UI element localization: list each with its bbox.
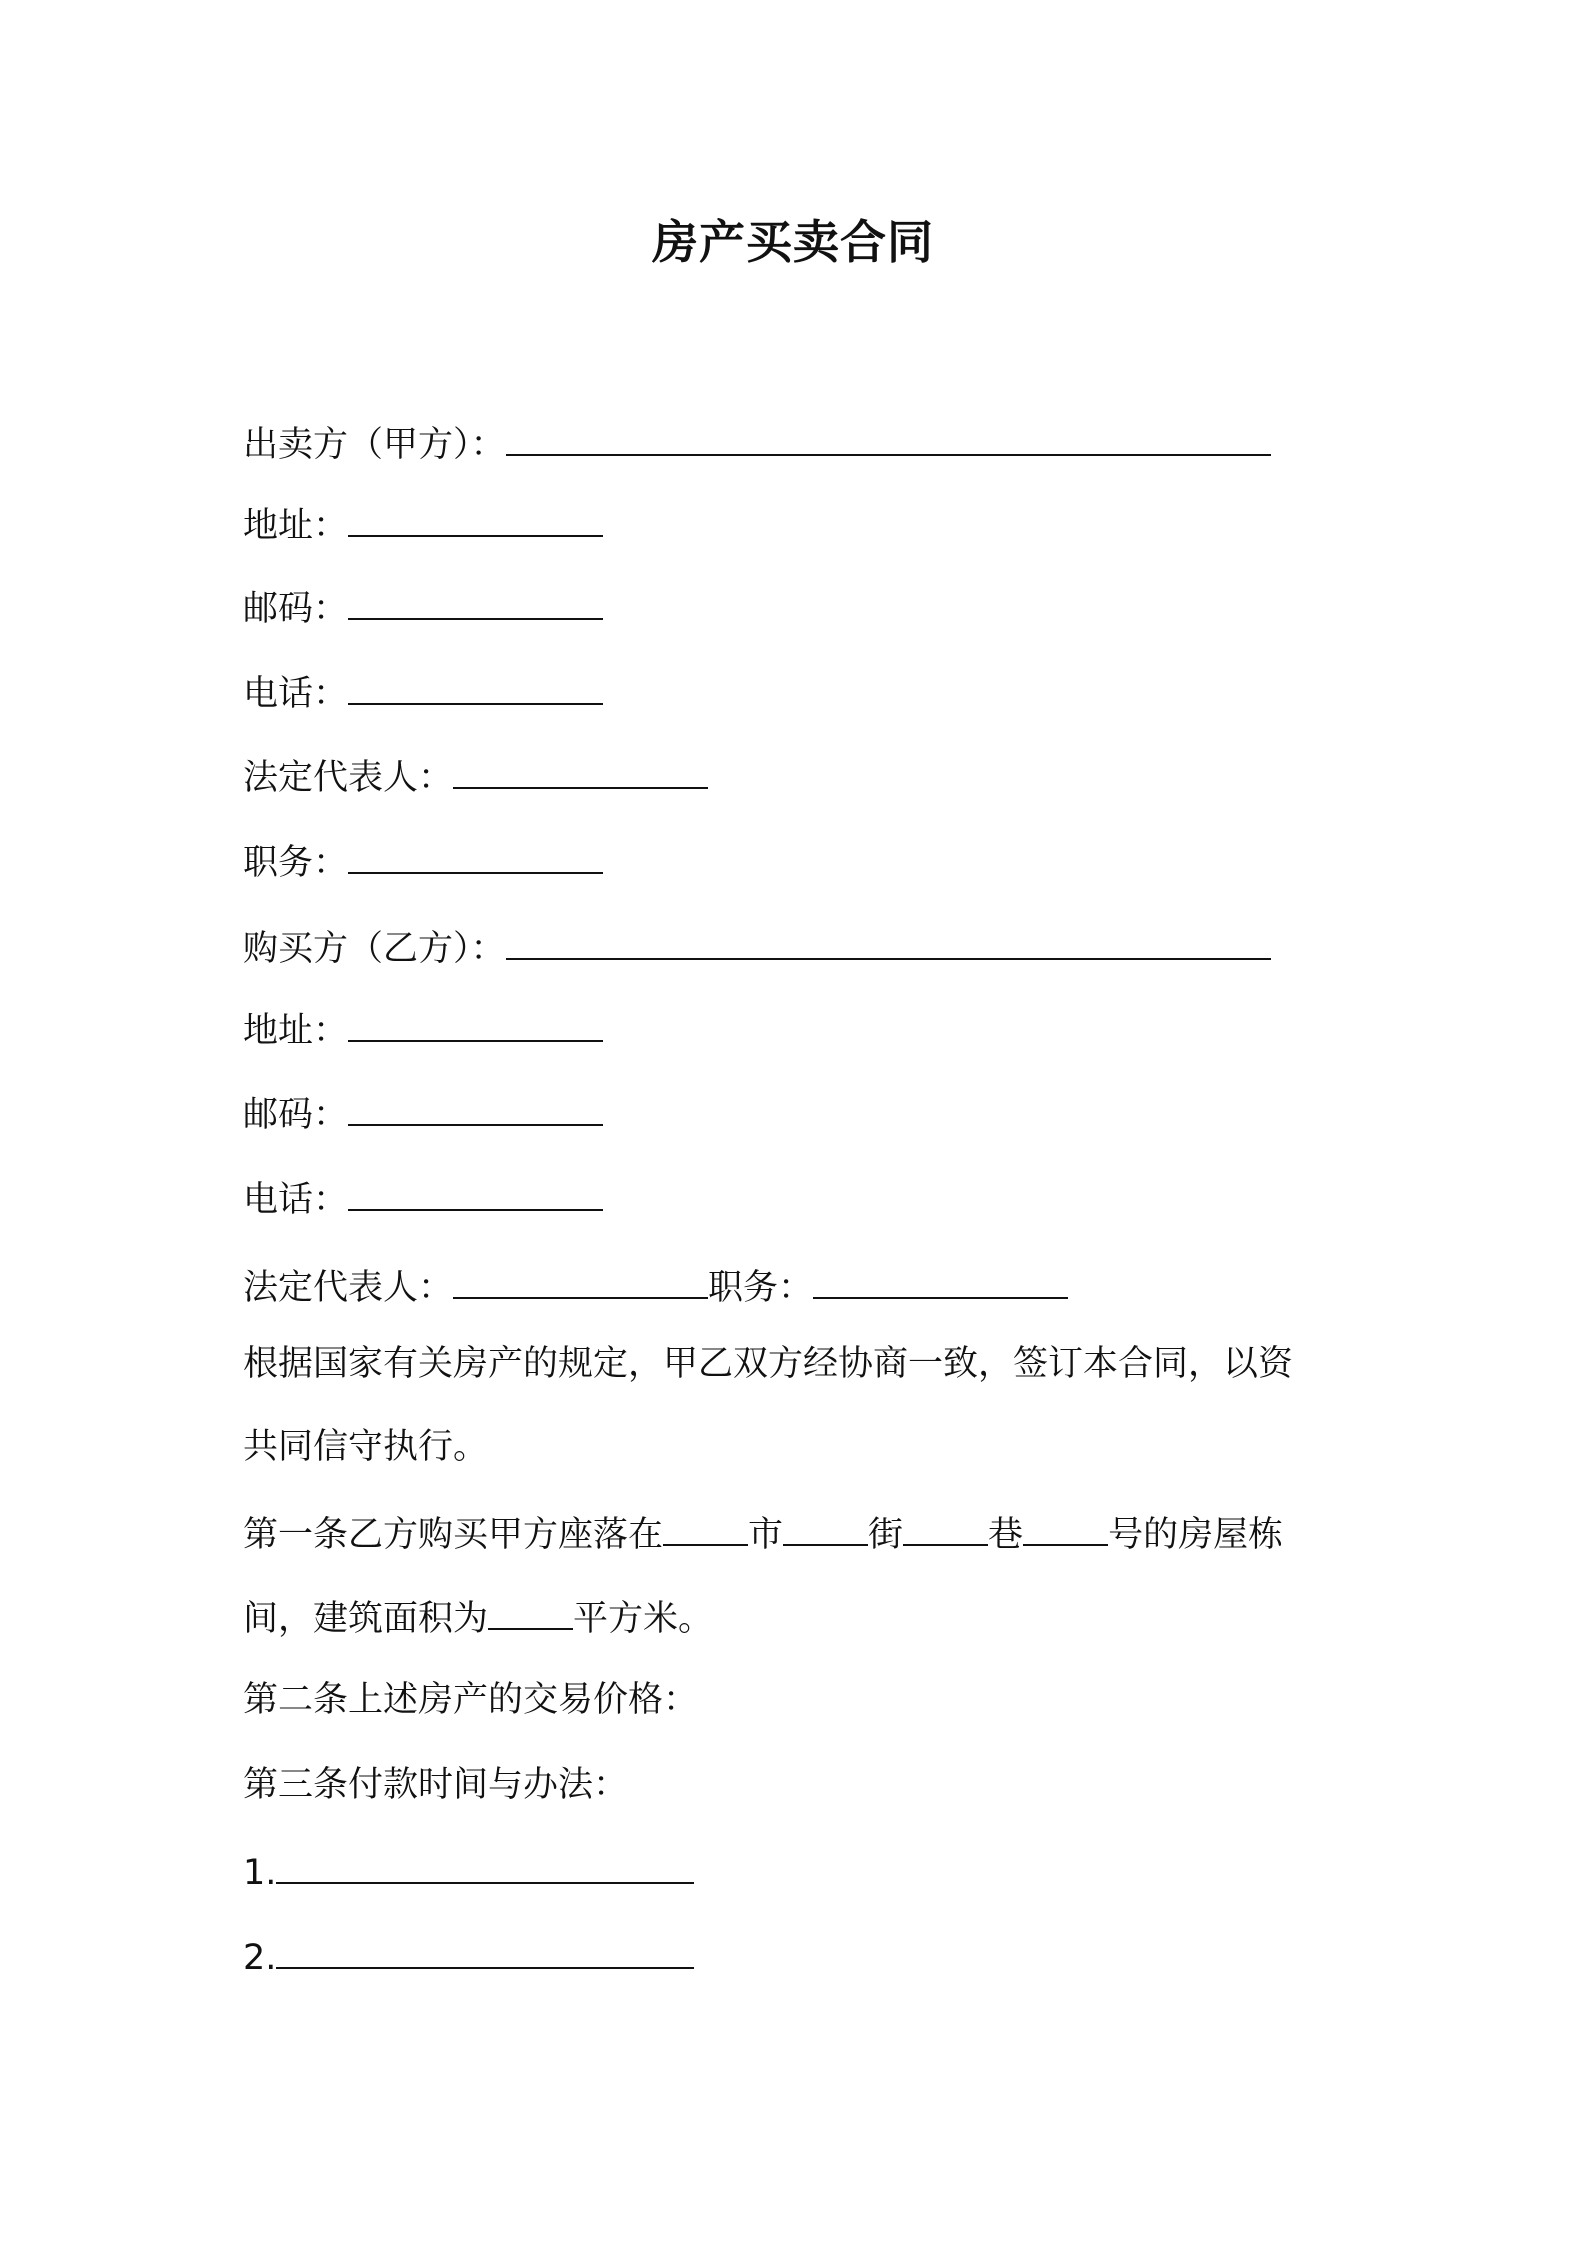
article-2: 第二条上述房产的交易价格： (243, 1680, 699, 1720)
preamble-line-2: 共同信守执行。 (243, 1427, 489, 1467)
seller-postcode-field[interactable] (348, 582, 603, 620)
seller-position-row (243, 836, 603, 887)
seller-postcode-label: 邮码： (243, 589, 349, 629)
buyer-address-row (243, 1004, 603, 1055)
payment-item-2-field[interactable] (276, 1931, 694, 1969)
lane-field[interactable] (903, 1508, 988, 1546)
buyer-legal-rep-row (243, 1261, 1068, 1312)
area-field[interactable] (488, 1592, 573, 1630)
buyer-position-label: 职务： (708, 1268, 814, 1308)
area-suffix: 平方米。 (573, 1599, 714, 1639)
payment-item-2 (243, 1931, 694, 1982)
preamble-line-1: 根据国家有关房产的规定，甲乙双方经协商一致，签订本合同，以资 (243, 1344, 1294, 1384)
street-label: 街 (868, 1515, 904, 1555)
area-prefix: 间，建筑面积为 (243, 1599, 489, 1639)
buyer-legal-rep-label: 法定代表人： (243, 1268, 454, 1308)
lane-label: 巷 (988, 1515, 1024, 1555)
seller-label: 出卖方（甲方）： (243, 425, 506, 465)
page-title: 房产买卖合同 (652, 215, 934, 269)
buyer-phone-label: 电话： (243, 1180, 349, 1220)
city-field[interactable] (663, 1508, 748, 1546)
seller-legal-rep-label: 法定代表人： (243, 758, 454, 798)
house-number-suffix: 号的房屋栋 (1108, 1515, 1284, 1555)
seller-phone-field[interactable] (348, 667, 603, 705)
seller-name-field[interactable] (506, 418, 1271, 456)
seller-address-label: 地址： (243, 506, 349, 546)
seller-row (243, 418, 1271, 469)
buyer-label: 购买方（乙方）： (243, 929, 506, 969)
buyer-postcode-field[interactable] (348, 1088, 603, 1126)
buyer-postcode-label: 邮码： (243, 1095, 349, 1135)
article-1-line-1 (243, 1508, 1283, 1559)
article-1-line-2 (243, 1592, 713, 1643)
article-1-prefix: 第一条乙方购买甲方座落在 (243, 1515, 664, 1555)
buyer-legal-rep-field[interactable] (453, 1261, 708, 1299)
seller-address-field[interactable] (348, 499, 603, 537)
buyer-postcode-row (243, 1088, 603, 1139)
street-field[interactable] (783, 1508, 868, 1546)
seller-postcode-row (243, 582, 603, 633)
article-3: 第三条付款时间与办法： (243, 1765, 629, 1805)
buyer-name-field[interactable] (506, 922, 1271, 960)
payment-item-1-field[interactable] (276, 1846, 694, 1884)
city-label: 市 (748, 1515, 784, 1555)
payment-item-1 (243, 1846, 694, 1897)
seller-phone-label: 电话： (243, 674, 349, 714)
seller-position-label: 职务： (243, 843, 349, 883)
seller-legal-rep-row (243, 751, 708, 802)
buyer-phone-row (243, 1173, 603, 1224)
buyer-row (243, 922, 1271, 973)
buyer-address-field[interactable] (348, 1004, 603, 1042)
buyer-address-label: 地址： (243, 1011, 349, 1051)
buyer-position-field[interactable] (813, 1261, 1068, 1299)
payment-item-2-number: 2. (243, 1938, 277, 1978)
seller-legal-rep-field[interactable] (453, 751, 708, 789)
seller-position-field[interactable] (348, 836, 603, 874)
buyer-phone-field[interactable] (348, 1173, 603, 1211)
house-number-field[interactable] (1023, 1508, 1108, 1546)
payment-item-1-number: 1. (243, 1853, 277, 1893)
seller-phone-row (243, 667, 603, 718)
seller-address-row (243, 499, 603, 550)
